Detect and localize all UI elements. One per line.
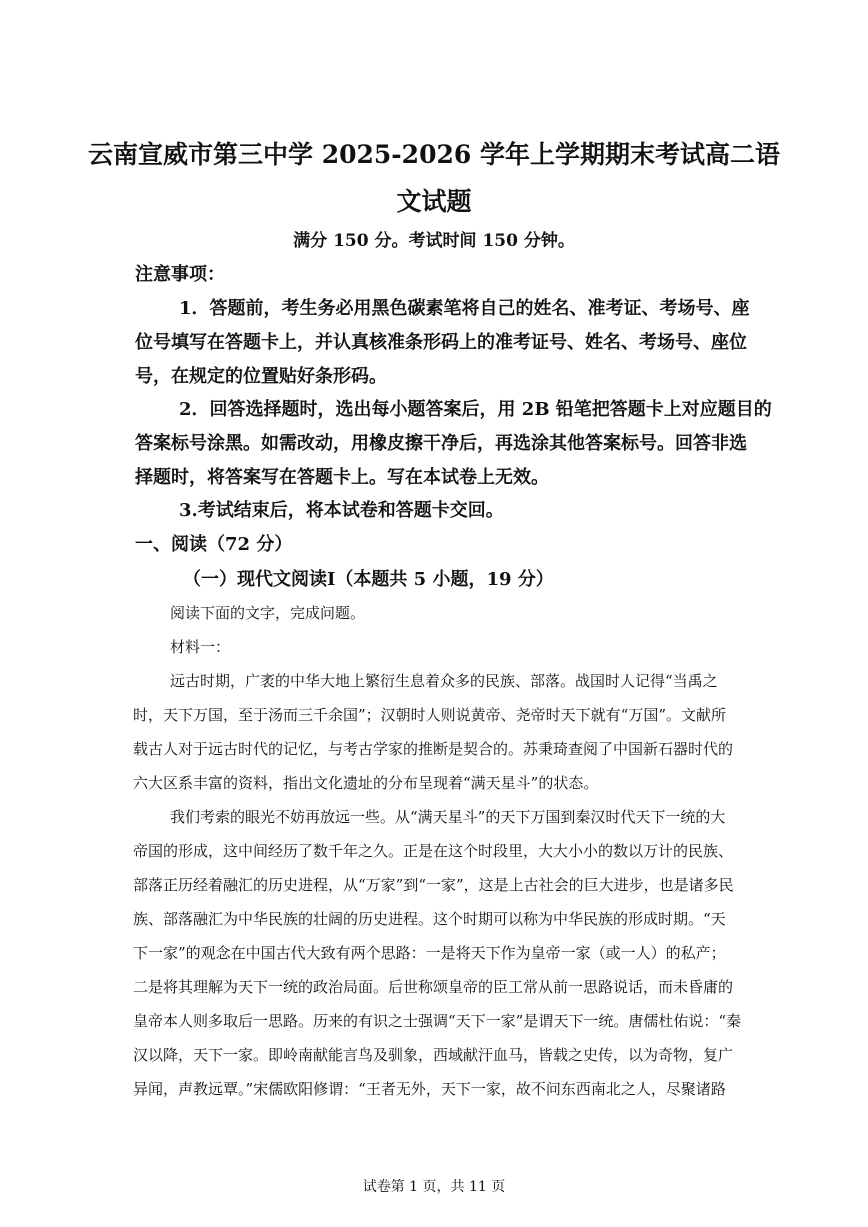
notice-item-2-line-2: 答案标号涂黑。如需改动，用橡皮擦干净后，再选涂其他答案标号。回答非选 [135,433,747,454]
paragraph-2 [133,800,742,1106]
page-footer: 试卷第 1 页，共 11 页 [362,1179,506,1195]
notice-item-1 [135,292,750,394]
paragraph-2-line-3: 部落正历经着融汇的历史进程，从“万家”到“一家”，这是上古社会的巨大进步，也是诸多民 [133,876,734,894]
notice-item-2 [135,393,772,495]
notice-item-2-line-1: 2．回答选择题时，选出每小题答案后，用 2B 铅笔把答题卡上对应题目的 [179,399,772,420]
notice-item-1-line-2: 位号填写在答题卡上，并认真核准条形码上的准考证号、姓名、考场号、座位 [135,332,747,353]
section-heading: 一、阅读（72 分） [135,534,293,555]
paragraph-2-line-1: 我们考索的眼光不妨再放远一些。从“满天星斗”的天下万国到秦汉时代天下一统的大 [170,808,726,826]
notice-heading: 注意事项： [135,264,225,285]
paragraph-1-line-2: 时，天下万国，至于汤而三千余国”；汉朝时人则说黄帝、尧帝时天下就有“万国”。文献所 [133,706,727,724]
paragraph-1 [133,664,737,800]
paragraph-1-line-3: 载古人对于远古时代的记忆，与考古学家的推断是契合的。苏秉琦查阅了中国新石器时代的 [133,740,734,758]
paragraph-1-line-4: 六大区系丰富的资料，指出文化遗址的分布呈现着“满天星斗”的状态。 [133,774,599,792]
subsection-heading: （一）现代文阅读Ⅰ（本题共 5 小题，19 分） [183,569,554,590]
exam-title-line1: 云南宣威市第三中学 2025-2026 学年上学期期末考试高二语 [88,140,780,169]
paragraph-1-line-1: 远古时期，广袤的中华大地上繁衍生息着众多的民族、部落。战国时人记得“当禹之 [170,672,718,690]
notice-item-3-line-1: 3.考试结束后，将本试卷和答题卡交回。 [179,500,504,521]
exam-title-line2: 文试题 [396,187,472,216]
exam-subtitle: 满分 150 分。考试时间 150 分钟。 [293,231,575,251]
reading-instruction: 阅读下面的文字，完成问题。 [170,604,366,622]
notice-item-1-line-1: 1．答题前，考生务必用黑色碳素笔将自己的姓名、准考证、考场号、座 [179,298,750,319]
notice-item-2-line-3: 择题时，将答案写在答题卡上。写在本试卷上无效。 [135,467,549,488]
notice-item-3 [135,494,735,528]
paragraph-2-line-2: 帝国的形成，这中间经历了数千年之久。正是在这个时段里，大大小小的数以万计的民族、 [133,842,734,860]
paragraph-2-line-7: 皇帝本人则多取后一思路。历来的有识之士强调“天下一家”是谓天下一统。唐儒杜佑说：“秦 [133,1012,742,1030]
notice-item-1-line-3: 号，在规定的位置贴好条形码。 [135,366,387,387]
paragraph-2-line-9: 异闻，声教远覃。”宋儒欧阳修谓：“王者无外，天下一家，故不问东西南北之人，尽聚诸路 [133,1080,726,1098]
material-label: 材料一： [170,638,231,656]
paragraph-2-line-8: 汉以降，天下一家。即岭南献能言鸟及驯象，西域献汗血马，皆载之史传，以为奇物，复广 [133,1046,734,1064]
paragraph-2-line-4: 族、部落融汇为中华民族的壮阔的历史进程。这个时期可以称为中华民族的形成时期。“天 [133,910,726,928]
paragraph-2-line-6: 二是将其理解为天下一统的政治局面。后世称颂皇帝的臣工常从前一思路说话，而未昏庸的 [133,978,734,996]
paragraph-2-line-5: 下一家”的观念在中国古代大致有两个思路：一是将天下作为皇帝一家（或一人）的私产； [133,944,726,962]
